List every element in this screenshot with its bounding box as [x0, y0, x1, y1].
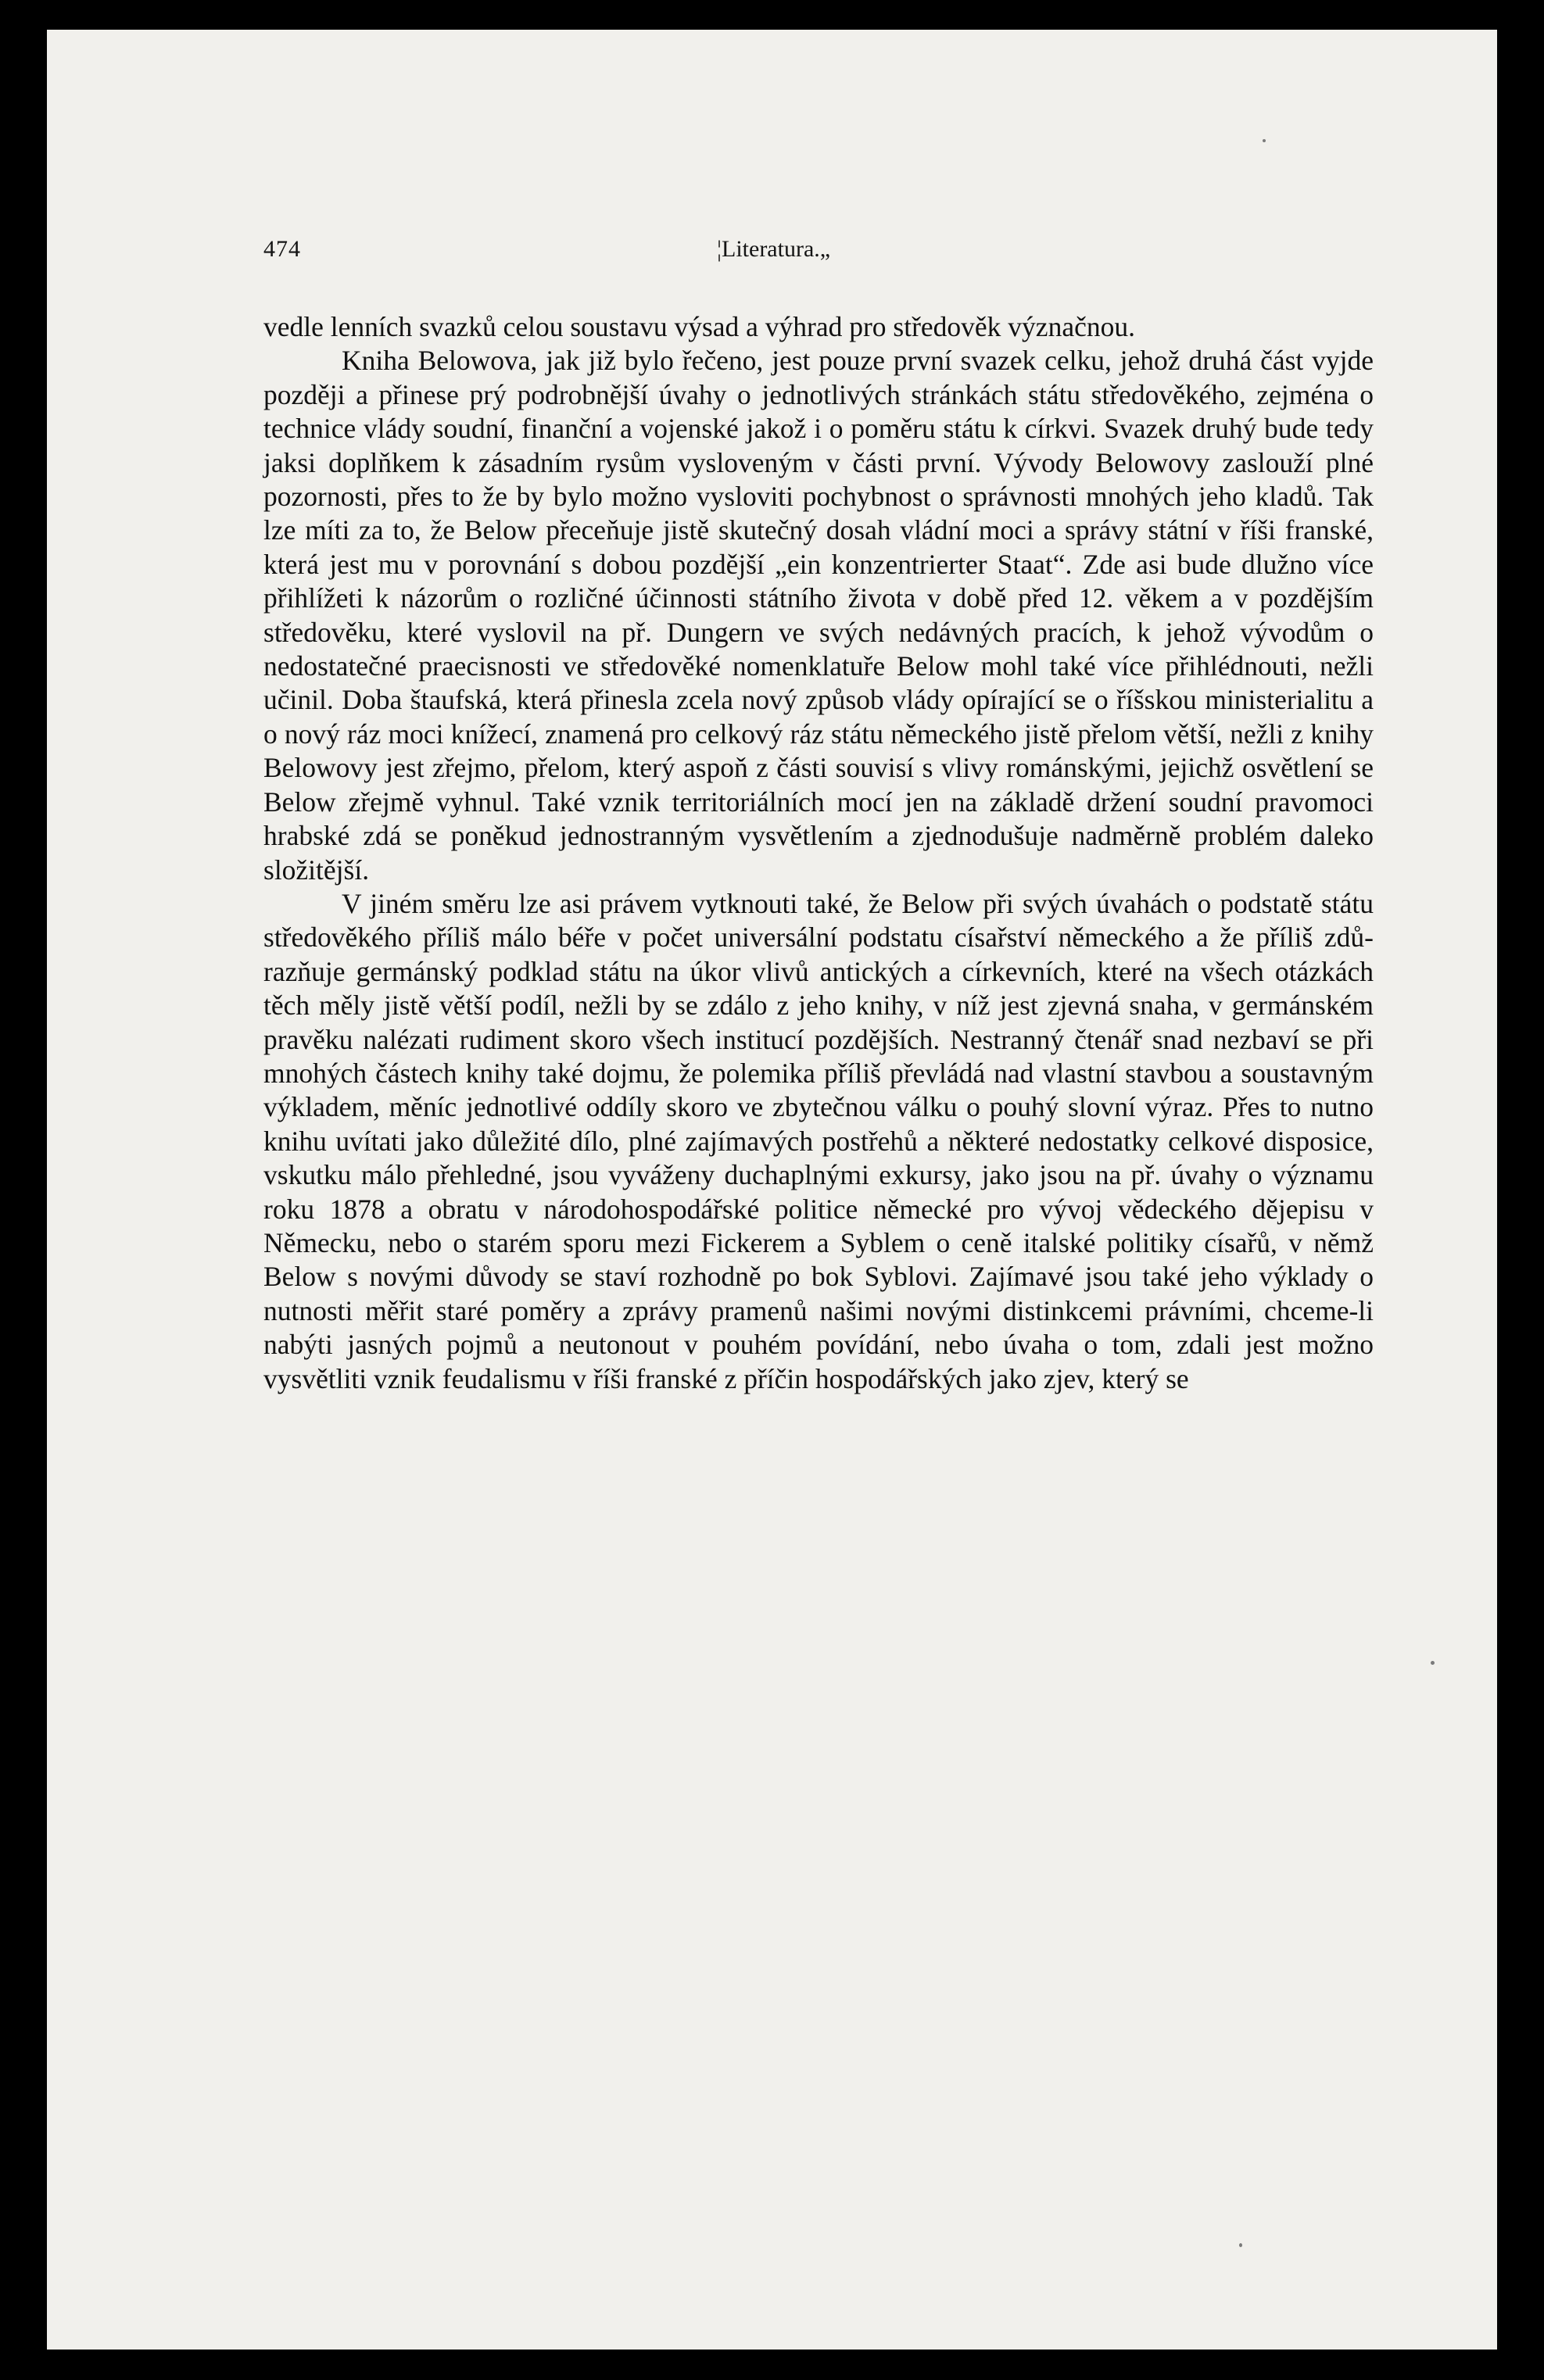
paragraph-2: Kniha Belowova, jak již bylo řečeno, jest pouze první svazek celku, jehož druhá část vyjde později a přinese prý podrobnější úvahy o jednotlivých stránkách státu středověkého, zejména o technice vlády soudní, finanční a vojenské jakož i o poměru státu k církvi. Svazek druhý bude tedy jaksi doplňkem k zásadním rysům vysloveným v části první. Vývody Belowovy zaslouží plné pozornosti, přes to že by bylo možno vysloviti pochybnost o správnosti mnohých jeho kladů. Tak lze míti za to, že Below přeceňuje jistě skutečný dosah vládní moci a správy státní v říši franské, která jest mu v porovnání s dobou pozdější „ein konzentrierter Staat“. Zde asi bude dlužno více přihlížeti k názorům o rozličné účinnosti státního života v době před 12. věkem a v pozdějším středověku, které vyslovil na př. Dungern ve svých nedávných pracích, k jehož vývodům o nedostatečné praecisnosti ve středověké nomenklatuře Below mohl také více přihlédnouti, nežli učinil. Doba štaufská, která přinesla zcela nový způsob vlády opírající se o říšskou ministerialitu a o nový ráz moci knížecí, znamená pro celkový ráz státu německého jistě přelom větší, nežli z knihy Belowovy jest zřejmo, přelom, který aspoň z části souvisí s vlivy románskými, jejichž osvětlení se Below zřejmě vyhnul. Také vznik territoriálních mocí jen na základě držení soudní pravomoci hrabské zdá se poněkud jednostranným vysvětlením a zjednodušuje nadměrně problém daleko složitější. [263, 345, 1374, 886]
body-text [263, 310, 1374, 1396]
running-head: ¦Literatura.„ [717, 236, 831, 262]
paragraph-3: V jiném směru lze asi právem vytknouti také, že Below při svých úvahách o podstatě státu středověkého příliš málo béře v počet universální podstatu císařství německého a že příliš zdůrazňuje germánský podklad státu na úkor vlivů antických a církevních, které na všech otázkách těch měly jistě větší podíl, nežli by se zdálo z jeho knihy, v níž jest zjevná snaha, v germánském pravěku nalézati rudiment skoro všech institucí pozdějších. Nestranný čtenář snad nezbaví se při mnohých částech knihy také dojmu, že polemika příliš převládá nad vlastní stavbou a soustavným výkladem, měníc jednotlivé oddíly skoro ve zbytečnou válku o pouhý slovní výraz. Přes to nutno knihu uvítati jako důležité dílo, plné zajímavých postřehů a některé nedostatky celkové disposice, vskutku málo přehledné, jsou vyváženy duchaplnými exkursy, jako jsou na př. úvahy o významu roku 1878 a obratu v národohospodářské politice německé pro vývoj vědeckého dějepisu v Německu, nebo o starém sporu mezi Fickerem a Syblem o ceně italské politiky císařů, v němž Below s novými důvody se staví rozhodně po bok Syblovi. Zajímavé jsou také jeho výklady o nutnosti měřit staré poměry a zprávy pramenů našimi novými distinkcemi právními, chceme-li nabýti jasných pojmů a neutonout v pouhém povídání, nebo úvaha o tom, zdali jest možno vysvětliti vznik feudalismu v říši franské z příčin hospodářských jako zjev, který se [263, 887, 1374, 1394]
page-number: 474 [263, 236, 301, 262]
paragraph-1: vedle lenních svazků celou soustavu výsad a výhrad pro středověk význačnou. [263, 311, 1135, 342]
page-header [263, 236, 1374, 267]
scan-speck [1239, 2243, 1242, 2247]
scan-edge-stripe [1510, 0, 1524, 2380]
scan-speck [1431, 1661, 1435, 1665]
scan-speck [1263, 139, 1266, 142]
